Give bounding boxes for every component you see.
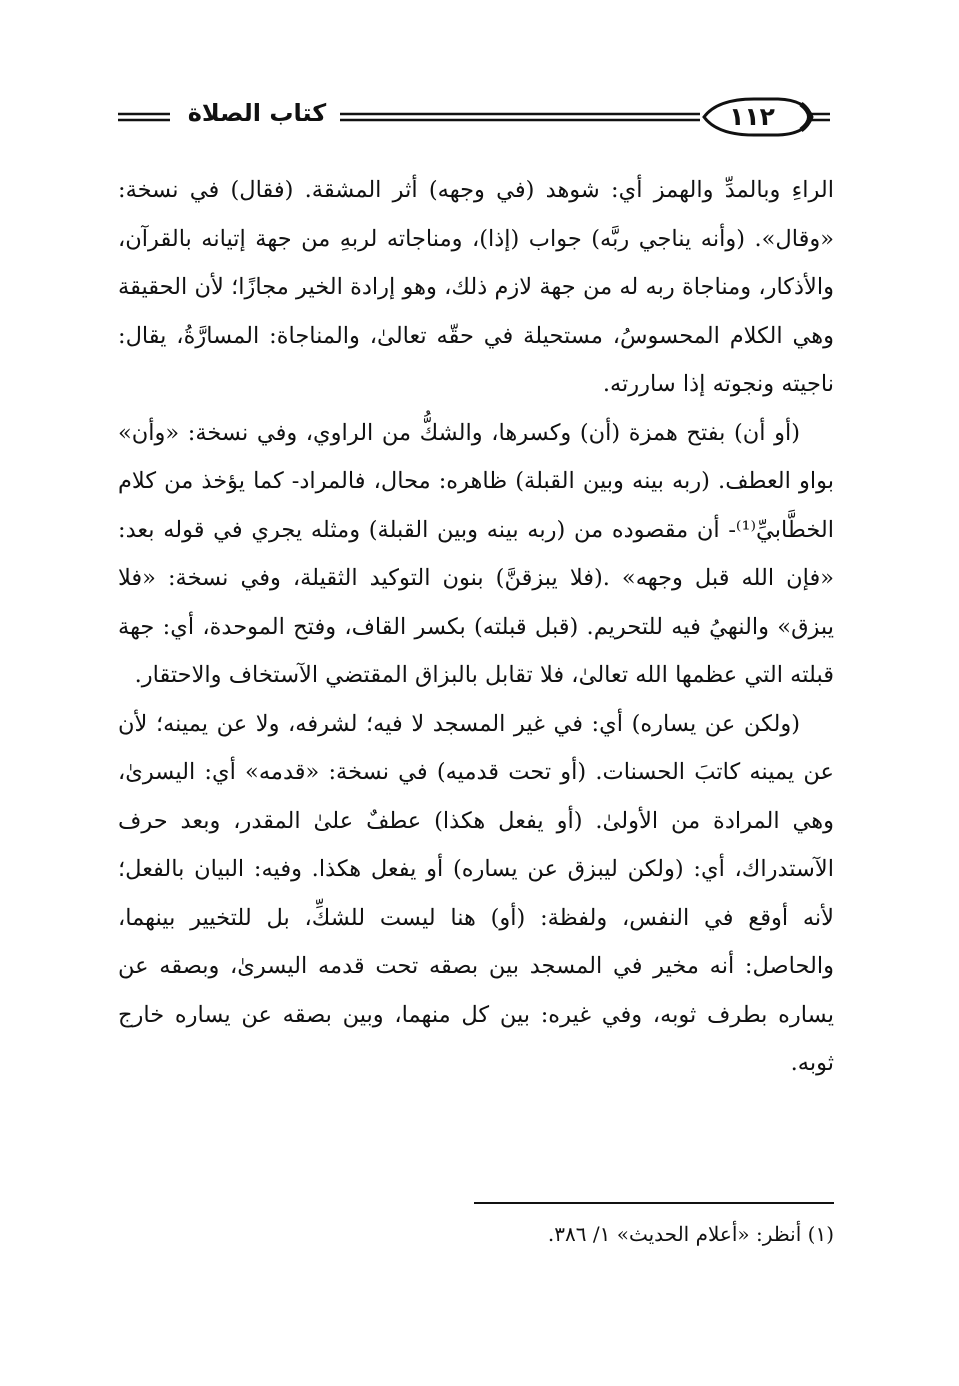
footnote-divider bbox=[474, 1202, 834, 1204]
page-number: ١١٢ bbox=[729, 102, 775, 131]
book-title: كتاب الصلاة bbox=[187, 99, 327, 127]
footnote: (١) أنظر: «أعلام الحديث» ١/ ٣٨٦. bbox=[547, 1222, 834, 1246]
paragraph: (ولكن عن يساره) أي: في غير المسجد لا فيه؛ لشرفه، ولا عن يمينه؛ لأن عن يمينه كاتبَ الحسنات. (أو تحت قدميه) في نسخة: «قدمه» أي: اليسرىٰ، وهي المرادة من الأولىٰ. (أو يفعل هكذا) عطفٌ علىٰ المقدر، وبعد حرف الآستدراك، أي: (ولكن ليبزق عن يساره) أو يفعل هكذا. وفيه: البيان بالفعل؛ لأنه أوقع في النفس، ولفظة: (أو) هنا ليست للشكِّ، بل للتخيير بينهما، والحاصل: أنه مخير في المسجد بين بصقه تحت قدمه اليسرىٰ، وبصقه عن يساره بطرف ثوبه، وفي غيره: بين كل منهما، وبين بصقه عن يساره خارج ثوبه. bbox=[118, 710, 834, 1076]
main-text bbox=[118, 166, 834, 1088]
paragraph: (أو أن) بفتح همزة (أن) وكسرها، والشكُّ من الراوي، وفي نسخة: «وأن» بواو العطف. (ربه بينه وبين القبلة) ظاهره: محال، فالمراد- كما يؤخذ من كلام الخطَّابيِّ⁽¹⁾- أن مقصوده من (ربه بينه وبين القبلة) ومثله يجري في قوله بعد: «فإن الله قبل وجهه» .(فلا يبزقنَّ) بنون التوكيد الثقيلة، وفي نسخة: «فلا يبزق» والنهيُ فيه للتحريم. (قبل قبلته) بكسر القاف، وفتح الموحدة، أي: جهة قبلته التي عظمها الله تعالىٰ، فلا تقابل بالبزاق المقتضي الآستخاف والاحتقار. bbox=[118, 419, 834, 688]
paragraph: الراءِ وبالمدِّ والهمز أي: شوهد (في وجهه) أثر المشقة. (فقال) في نسخة: «وقال». (وأنه يناجي ربَّه) جواب (إذا)، ومناجاته لربهِ من جهة إتيانه بالقرآن، والأذكار، ومناجاة ربه له من جهة لازم ذلك، وهو إرادة الخير مجازًا؛ لأن الحقيقة وهي الكلام المحسوسُ، مستحيلة في حقّه تعالىٰ، والمناجاة: المسارَّةُ، يقال: ناجيته ونجوته إذا ساررته. bbox=[118, 177, 834, 397]
